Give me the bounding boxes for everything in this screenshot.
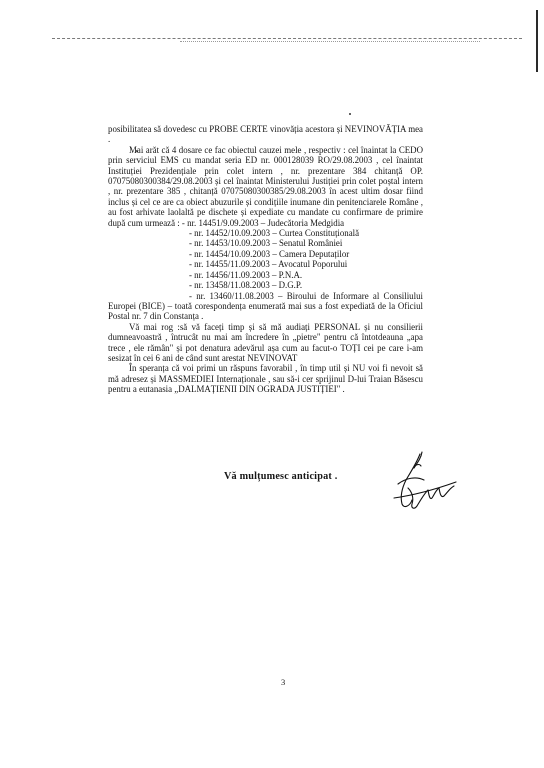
closing-line: Vă mulțumesc anticipat . (224, 471, 338, 482)
dispatch-list-item: - nr. 14453/10.09.2003 – Senatul României (189, 238, 343, 249)
dispatch-list-item: - nr. 13458/11.08.2003 – D.G.P. (189, 280, 303, 291)
letter-body (108, 124, 423, 395)
dispatch-list (108, 228, 423, 322)
dispatch-list-item: - nr. 14456/11.09.2003 – P.N.A. (189, 269, 303, 280)
scan-speck (349, 113, 351, 115)
dispatch-list-item: - nr. 14455/11.09.2003 – Avocatul Poporului (189, 259, 348, 270)
scan-artifact-line-secondary (180, 41, 480, 42)
dispatch-list-item: - nr. 14454/10.09.2003 – Camera Deputaților (189, 248, 350, 259)
paragraph-request: Vă mai rog :să vă faceți timp și să mă audiați PERSONAL și nu consilierii dumneavoastră , întrucât nu mai am încredere în „pietre" pentru că întotdeauna „apa trece , ele rămân" și pot denatura adevărul așa cum au facut-o TOȚI cei pe care i-am sesizat în cei 6 ani de când sunt arestat NEVINOVAT (108, 321, 423, 363)
scan-artifact-line (52, 38, 522, 39)
dispatch-list-item-bice: - nr. 13460/11.08.2003 – Biroului de Informare al Consiliului Europei (BICE) – toată corespondența enumerată mai sus a fost expediată de la Oficiul Postal nr. 7 din Constanța . (108, 290, 423, 322)
dispatch-list-item: - nr. 14452/10.09.2003 – Curtea Constituțională (189, 228, 360, 239)
scan-edge-mark (536, 10, 538, 72)
page-number: 3 (281, 677, 286, 687)
handwritten-signature (384, 448, 460, 512)
paragraph-hope: În speranța că voi primi un răspuns favorabil , în timp util și NU voi fi nevoit să mă adresez și MASSMEDIEI Internaționale , sau să-i cer sprijinul D-lui Traian Băsescu pentru a eutanasia „DALMAȚIENII DIN OGRADA JUSTIȚIEI" . (108, 363, 423, 395)
paragraph-intro: posibilitatea să dovedesc cu PROBE CERTE vinovăția acestora și NEVINOVĂȚIA mea . (108, 124, 423, 145)
paragraph-dosare: Mai arăt că 4 dosare ce fac obiectul cauzei mele , respectiv : cel înaintat la CEDO prin serviciul EMS cu mandat seria ED nr. 000128039 RO/29.08.2003 , cel înaintat Instituției Prezidențiale prin colet intern , nr. prezentare 384 chitanță OP. 07075080300384/29.08.2003 și cel înaintat Ministerului Justiției prin colet poștal intern , nr. prezentare 385 , chitanță 07075080300385/29.08.2003 în acest ultim dosar fiind inclus și cel ce are ca obiect abuzurile și condițiile inumane din penitenciarele Române , au fost arhivate laolaltă pe dischete și expediate cu mandate cu confirmare de primire după cum urmează : - nr. 14451/9.09.2003 – Judecătoria Medgidia (108, 144, 423, 228)
